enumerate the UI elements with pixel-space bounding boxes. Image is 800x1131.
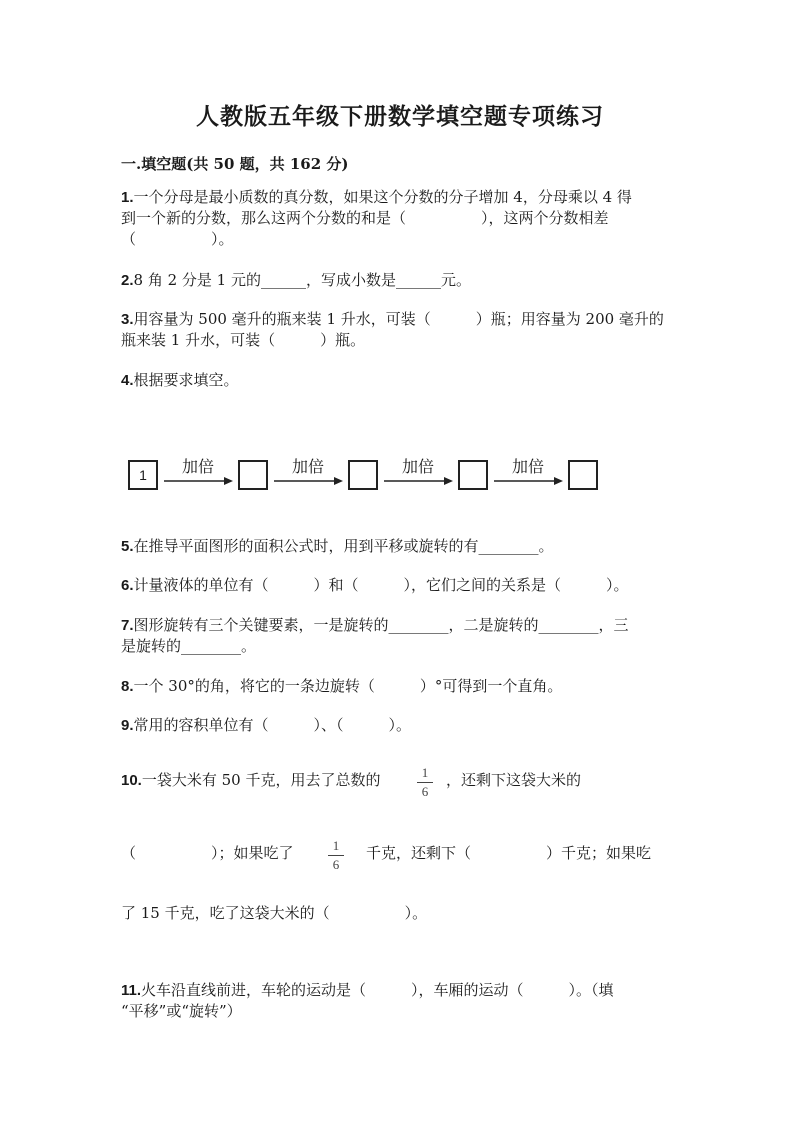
- doubling-chain-diagram: [128, 452, 608, 497]
- question-1: [121, 187, 681, 250]
- fraction-numerator: 1: [332, 838, 340, 853]
- question-text-line: 常用的容积单位有（ ）、（ ）。: [133, 716, 412, 734]
- question-text-line: 用容量为 500 毫升的瓶来装 1 升水，可装（ ）瓶；用容量为 200 毫升的: [133, 310, 664, 328]
- question-11: [121, 980, 681, 1022]
- question-text-line: “平移”或“旋转”）: [121, 1002, 242, 1020]
- question-text-line: 计量液体的单位有（ ）和（ ），它们之间的关系是（ ）。: [133, 576, 629, 594]
- question-text-line: ，还剩下这袋大米的: [446, 771, 582, 789]
- answer-box[interactable]: [458, 460, 488, 490]
- double-arrow: [382, 452, 454, 497]
- question-10-line-2b: [366, 843, 686, 864]
- question-text-line: 是旋转的________。: [121, 637, 257, 655]
- fraction-one-sixth: [328, 838, 344, 873]
- question-text-line: 到一个新的分数，那么这两个分数的和是（ ），这两个分数相差: [121, 209, 609, 227]
- page-title: 人教版五年级下册数学填空题专项练习: [196, 103, 604, 130]
- question-number: 11.: [121, 982, 142, 999]
- question-4: [121, 370, 681, 391]
- answer-box[interactable]: [238, 460, 268, 490]
- question-number: 10.: [121, 772, 142, 789]
- question-number: 1.: [121, 189, 134, 206]
- question-text-line: 一个 30°的角，将它的一条边旋转（ ）°可得到一个直角。: [133, 677, 563, 695]
- double-arrow: [272, 452, 344, 497]
- question-number: 5.: [121, 538, 134, 555]
- question-number: 9.: [121, 717, 134, 734]
- question-10-line-3: [121, 903, 681, 924]
- question-2: [121, 270, 681, 291]
- question-text-line: 根据要求填空。: [133, 371, 239, 389]
- question-6: [121, 575, 681, 596]
- start-box: 1: [128, 460, 158, 490]
- question-5: [121, 536, 681, 557]
- question-text-line: （ ）；如果吃了: [121, 844, 294, 862]
- question-number: 3.: [121, 311, 134, 328]
- fraction-numerator: 1: [421, 765, 429, 780]
- arrow-label: 加倍: [181, 457, 214, 476]
- question-9: [121, 715, 681, 736]
- question-number: 2.: [121, 272, 134, 289]
- fraction-bar: [417, 782, 433, 783]
- section-heading: 一.填空题(共 50 题，共 162 分): [121, 155, 349, 173]
- question-10-line-2a: [121, 843, 311, 864]
- question-10-line-1b: [446, 770, 646, 791]
- arrow-label: 加倍: [401, 457, 434, 476]
- answer-box[interactable]: [568, 460, 598, 490]
- question-7: [121, 615, 681, 657]
- question-text-line: 千克，还剩下（ ）千克；如果吃: [366, 844, 652, 862]
- question-number: 4.: [121, 372, 134, 389]
- question-3: [121, 309, 681, 351]
- fraction-denominator: 6: [421, 784, 429, 799]
- question-number: 7.: [121, 617, 134, 634]
- question-8: [121, 676, 681, 697]
- question-text-line: 了 15 千克，吃了这袋大米的（ ）。: [121, 904, 428, 922]
- fraction-denominator: 6: [332, 857, 340, 872]
- question-text-line: 瓶来装 1 升水，可装（ ）瓶。: [121, 331, 366, 349]
- question-number: 8.: [121, 678, 134, 695]
- question-text-line: 火车沿直线前进，车轮的运动是（ ），车厢的运动（ ）。（填: [141, 981, 614, 999]
- question-text-line: 一袋大米有 50 千克，用去了总数的: [141, 771, 381, 789]
- question-number: 6.: [121, 577, 134, 594]
- question-text-line: 在推导平面图形的面积公式时，用到平移或旋转的有________。: [133, 537, 554, 555]
- question-text-line: （ ）。: [121, 230, 234, 248]
- double-arrow: [492, 452, 564, 497]
- question-text-line: 图形旋转有三个关键要素，一是旋转的________，二是旋转的________，三: [133, 616, 629, 634]
- question-text-line: 一个分母是最小质数的真分数，如果这个分数的分子增加 4，分母乘以 4 得: [133, 188, 632, 206]
- fraction-bar: [328, 855, 344, 856]
- arrow-label: 加倍: [291, 457, 324, 476]
- fraction-one-sixth: [417, 765, 433, 800]
- answer-box[interactable]: [348, 460, 378, 490]
- arrow-label: 加倍: [511, 457, 544, 476]
- double-arrow: [162, 452, 234, 497]
- question-text-line: 8 角 2 分是 1 元的______，写成小数是______元。: [133, 271, 471, 289]
